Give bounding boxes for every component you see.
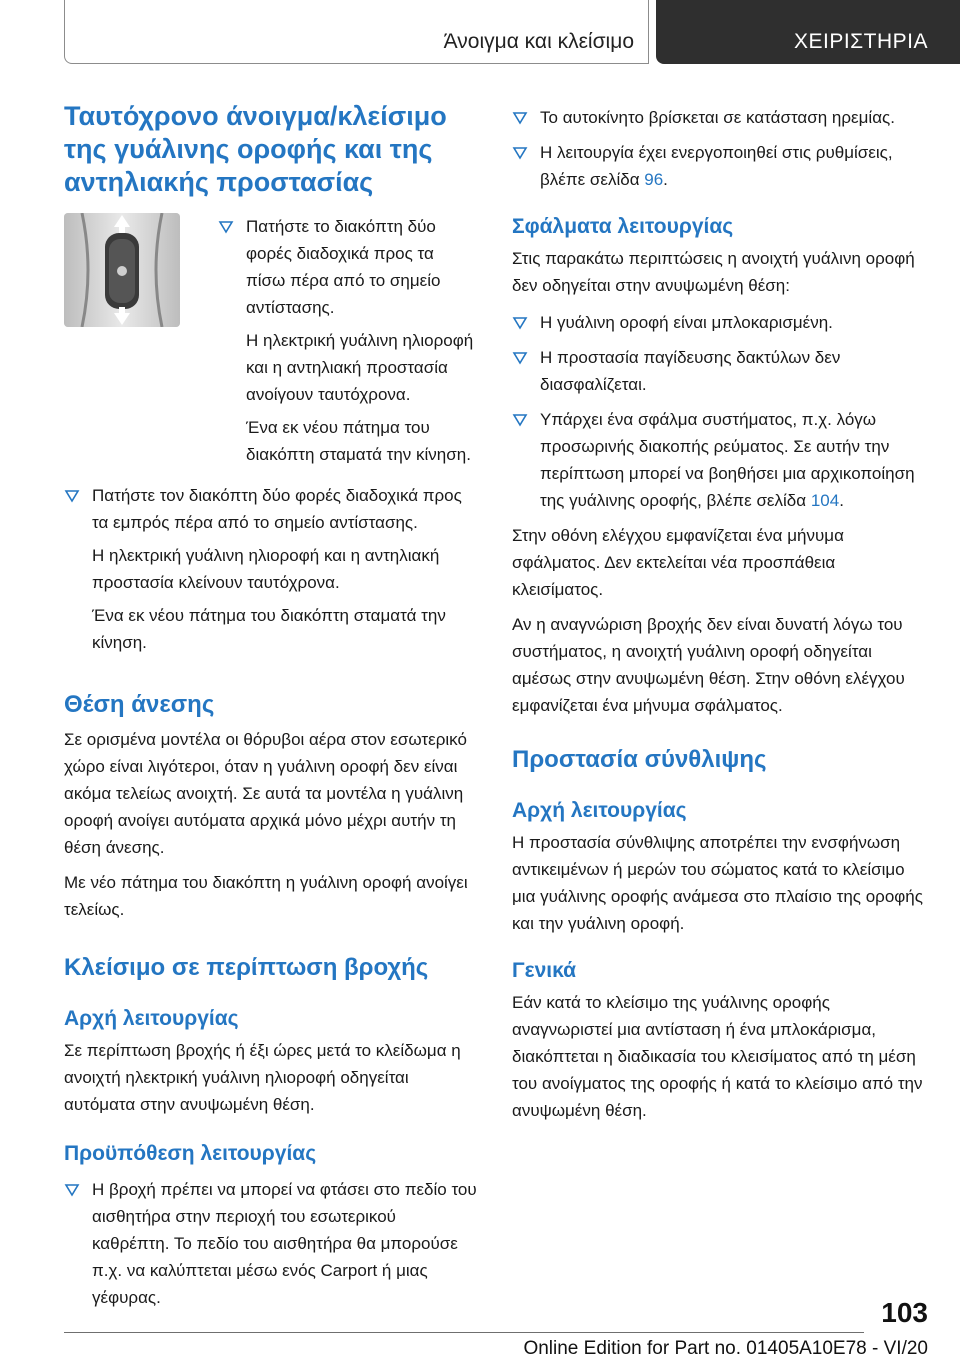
heading-malfunctions: Σφάλματα λειτουργίας bbox=[512, 215, 734, 238]
paragraph: Σε ορισμένα μοντέλα οι θόρυβοι αέρα στον εσωτερικό χώρο είναι λιγότεροι, όταν η γυάλινη οροφή δεν είναι ακόμα τελείως ανοιχτή. Σε αυτά τα μοντέλα η γυάλινη οροφή ανοίγει αυτόματα αρχικά μόνο μέχρι αυτήν τη θέση άνεσης. bbox=[64, 730, 467, 857]
paragraph: Αν η αναγνώριση βροχής δεν είναι δυνατή λόγω του συστήματος, η ανοιχτή γυάλινη οροφή οδηγείται αμέσως στην ανυψωμένη θέση. Στην οθόνη ελέγχου εμφανίζεται ένα μήνυμα σφάλματος. bbox=[512, 615, 905, 715]
bullet-subtext: Η ηλεκτρική γυάλινη ηλιοροφή και η αντηλιακή προστασία κλείνουν ταυτόχρονα. bbox=[92, 546, 440, 592]
heading-rain-closing: Κλείσιμο σε περίπτωση βροχής bbox=[64, 954, 429, 981]
triangle-bullet-icon bbox=[512, 309, 528, 336]
heading-pinch-protection: Προστασία σύνθλιψης bbox=[512, 746, 767, 773]
paragraph: Στην οθόνη ελέγχου εμφανίζεται ένα μήνυμα σφάλματος. Δεν εκτελείται νέα προσπάθεια κλεισίματος. bbox=[512, 526, 844, 599]
triangle-bullet-icon bbox=[512, 139, 528, 166]
image-row bbox=[64, 213, 477, 468]
heading-simultaneous-open-close: Ταυτόχρονο άνοιγμα/κλείσιμο της γυάλινης οροφής και της αντηλιακής προστασίας bbox=[64, 101, 447, 197]
list-item: Πατήστε το διακόπτη δύο φορές διαδοχικά προς τα πίσω πέρα από το σημείο αντίστασης. bbox=[218, 213, 477, 321]
chapter-title: ΧΕΙΡΙΣΤΗΡΙΑ bbox=[793, 30, 928, 53]
list-item: Η προστασία παγίδευσης δακτύλων δεν διασφαλίζεται. bbox=[512, 344, 925, 398]
edition-text: Online Edition for Part no. 01405A10E78 - VI/20 bbox=[523, 1338, 928, 1359]
triangle-bullet-icon bbox=[64, 482, 80, 509]
heading-comfort-position: Θέση άνεσης bbox=[64, 691, 215, 718]
paragraph: Με νέο πάτημα του διακόπτη η γυάλινη οροφή ανοίγει τελείως. bbox=[64, 873, 468, 919]
list-item: Η βροχή πρέπει να μπορεί να φτάσει στο πεδίο του αισθητήρα στην περιοχή του εσωτερικού καθρέπτη. Το πεδίο του αισθητήρα θα μπορούσε π.χ. να καλύπτεται μέσω ενός Carport ή μιας γέφυρας. bbox=[64, 1176, 477, 1311]
triangle-bullet-icon bbox=[218, 213, 234, 240]
subheading-principle: Αρχή λειτουργίας bbox=[512, 799, 687, 822]
section-title: Άνοιγμα και κλείσιμο bbox=[443, 30, 634, 53]
bullet-subtext: Ένα εκ νέου πάτημα του διακόπτη σταματά την κίνηση. bbox=[92, 606, 446, 652]
left-column bbox=[64, 100, 477, 1311]
roof-switch-image bbox=[64, 213, 180, 327]
bullet-subtext: Ένα εκ νέου πάτημα του διακόπτη σταματά την κίνηση. bbox=[246, 418, 471, 464]
triangle-bullet-icon bbox=[512, 104, 528, 131]
triangle-bullet-icon bbox=[512, 406, 528, 433]
subheading-principle: Αρχή λειτουργίας bbox=[64, 1007, 239, 1030]
paragraph: Στις παρακάτω περιπτώσεις η ανοιχτή γυάλινη οροφή δεν οδηγείται στην ανυψωμένη θέση: bbox=[512, 249, 915, 295]
image-side-text bbox=[218, 213, 477, 468]
list-item: Πατήστε τον διακόπτη δύο φορές διαδοχικά προς τα εμπρός πέρα από το σημείο αντίστασης. bbox=[64, 482, 477, 536]
paragraph: Σε περίπτωση βροχής ή έξι ώρες μετά το κλείδωμα η ανοιχτή ηλεκτρική γυάλινη ηλιοροφή οδηγείται αυτόματα στην ανυψωμένη θέση. bbox=[64, 1041, 461, 1114]
subheading-general: Γενικά bbox=[512, 959, 577, 982]
paragraph: Εάν κατά το κλείσιμο της γυάλινης οροφής αναγνωριστεί μια αντίσταση ή ένα μπλοκάρισμα, διακόπτεται η διαδικασία του κλεισίματος από τη μέση του ανοίγματος της οροφής ή κατά το κλείσιμο από την ανυψωμένη θέση. bbox=[512, 993, 923, 1120]
page-number: 103 bbox=[881, 1297, 928, 1328]
paragraph: Η προστασία σύνθλιψης αποτρέπει την ενσφήνωση αντικειμένων ή μερών του σώματος κατά το κλείσιμο μια γυάλινης οροφής ανάμεσα στο πλαίσιο της οροφής και την γυάλινη οροφή. bbox=[512, 833, 923, 933]
footer-divider bbox=[64, 1332, 864, 1333]
subheading-requirement: Προϋπόθεση λειτουργίας bbox=[64, 1142, 317, 1165]
page-link[interactable]: 96 bbox=[644, 170, 664, 189]
triangle-bullet-icon bbox=[512, 344, 528, 371]
right-column bbox=[512, 104, 925, 1124]
list-item: Το αυτοκίνητο βρίσκεται σε κατάσταση ηρεμίας. bbox=[512, 104, 925, 131]
triangle-bullet-icon bbox=[64, 1176, 80, 1203]
header-section-tab bbox=[64, 0, 649, 64]
header-chapter-tab bbox=[656, 0, 960, 64]
list-item: Η γυάλινη οροφή είναι μπλοκαρισμένη. bbox=[512, 309, 925, 336]
list-item: Η λειτουργία έχει ενεργοποιηθεί στις ρυθμίσεις, βλέπε σελίδα 96. bbox=[512, 139, 925, 193]
page-link[interactable]: 104 bbox=[810, 491, 840, 510]
bullet-subtext: Η ηλεκτρική γυάλινη ηλιοροφή και η αντηλιακή προστασία ανοίγουν ταυτόχρονα. bbox=[246, 331, 474, 404]
list-item: Υπάρχει ένα σφάλμα συστήματος, π.χ. λόγω προσωρινής διακοπής ρεύματος. Σε αυτήν την περίπτωση μπορεί να βοηθήσει μια αρχικοποίηση της γυάλινης οροφής, βλέπε σελίδα 104. bbox=[512, 406, 925, 514]
